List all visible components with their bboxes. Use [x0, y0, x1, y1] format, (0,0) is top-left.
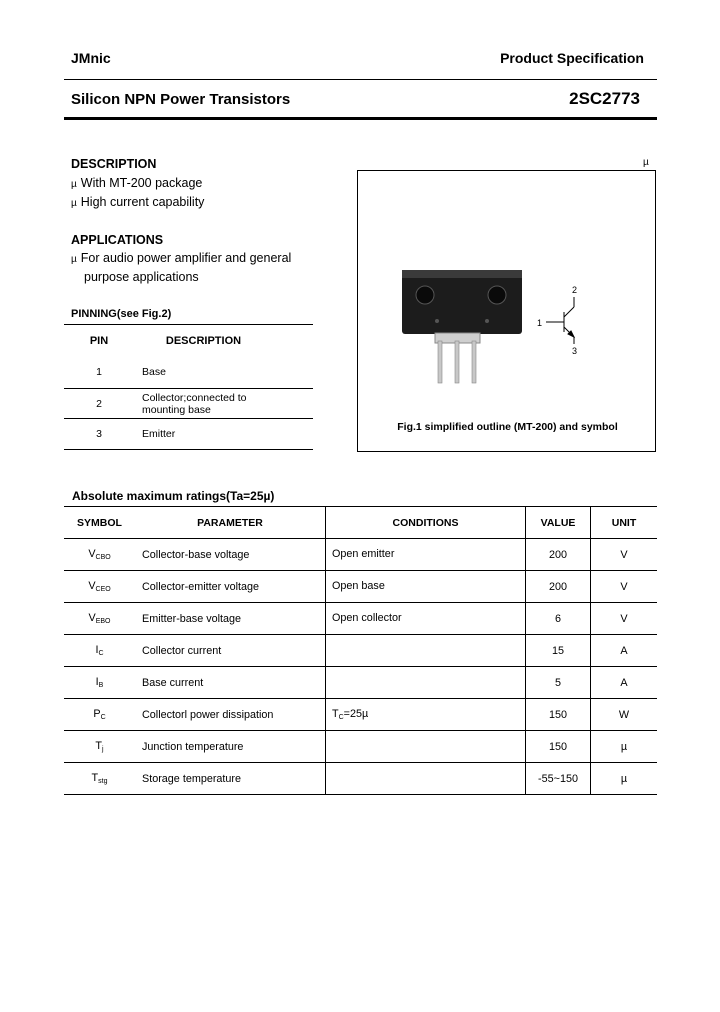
table-row: [64, 389, 313, 419]
description-column-header: DESCRIPTION: [165, 334, 242, 347]
symbol-subscript: CEO: [95, 586, 111, 593]
bullet-glyph: µ: [71, 198, 77, 209]
description-item: [71, 174, 202, 194]
table-row: [64, 603, 657, 635]
symbol-cell: [64, 699, 135, 731]
conditions-cell: [326, 571, 526, 603]
parameter-cell: Base current: [135, 667, 326, 699]
applications-heading: APPLICATIONS: [71, 233, 164, 247]
conditions-text: Open emitter: [332, 548, 395, 560]
parameter-column-header: PARAMETER: [135, 507, 326, 539]
applications-item-text: For audio power amplifier and general: [80, 251, 292, 265]
symbol-cell: [64, 571, 135, 603]
conditions-subscript: C: [338, 714, 344, 721]
symbol-subscript: CBO: [95, 554, 111, 561]
figure-caption: Fig.1 simplified outline (MT-200) and symbol: [397, 421, 618, 433]
pin-number: 3: [96, 428, 102, 440]
conditions-cell: [326, 603, 526, 635]
conditions-cell: [326, 699, 526, 731]
table-row: [64, 763, 657, 795]
unit-column-header: UNIT: [611, 516, 637, 529]
conditions-cell: [326, 731, 526, 763]
symbol-column-header: SYMBOL: [77, 516, 122, 529]
pin-column-header: PIN: [89, 334, 109, 347]
unit-cell: V: [620, 548, 628, 561]
pinning-heading: PINNING(see Fig.2): [71, 308, 172, 320]
value-cell: 200: [526, 539, 591, 571]
unit-cell: µ: [620, 740, 628, 753]
value-cell: 15: [526, 635, 591, 667]
value-cell: -55~150: [526, 763, 591, 795]
table-row: [64, 539, 657, 571]
title-divider: [64, 117, 657, 120]
pin-number: 1: [96, 366, 102, 379]
table-row: [64, 357, 313, 389]
symbol-pin-2: 2: [572, 285, 578, 295]
description-item-text: High current capability: [80, 195, 205, 209]
table-row: [64, 571, 657, 603]
document-type: Product Specification: [500, 50, 644, 66]
pinning-header-row: [64, 325, 313, 357]
pin-description-text: Collector;connected to: [142, 391, 247, 404]
table-row: [64, 699, 657, 731]
symbol-cell: [64, 731, 135, 763]
unit-cell: A: [620, 644, 628, 657]
parameter-cell: Emitter-base voltage: [135, 603, 326, 635]
unit-cell: W: [618, 708, 630, 721]
parameter-cell: Collector-emitter voltage: [135, 571, 326, 603]
symbol-subscript: stg: [98, 778, 108, 785]
value-cell: 150: [526, 699, 591, 731]
table-row: [64, 731, 657, 763]
value-cell: 5: [526, 667, 591, 699]
symbol-cell: [64, 603, 135, 635]
ratings-header-row: [64, 507, 657, 539]
pinning-table: [64, 324, 313, 450]
conditions-text-rest: =25µ: [343, 708, 369, 720]
conditions-text: T: [332, 708, 339, 720]
parameter-cell: Storage temperature: [135, 763, 326, 795]
bullet-glyph: µ: [71, 254, 77, 265]
pin-description-text-line2: mounting base: [142, 403, 211, 416]
description-heading: DESCRIPTION: [71, 157, 157, 171]
bullet-glyph: µ: [71, 179, 77, 190]
symbol-cell: [64, 539, 135, 571]
symbol-letter: T: [95, 740, 103, 752]
symbol-cell: [64, 667, 135, 699]
parameter-cell: Collector-base voltage: [135, 539, 326, 571]
value-cell: 150: [526, 731, 591, 763]
value-column-header: VALUE: [526, 507, 591, 539]
figure-box: [357, 170, 656, 452]
symbol-pin-1: 1: [537, 318, 543, 328]
pin-description-text: Base: [142, 366, 166, 379]
unit-cell: A: [620, 676, 628, 689]
pin-description: [134, 419, 313, 450]
symbol-letter: T: [91, 772, 99, 784]
parameter-cell: Junction temperature: [135, 731, 326, 763]
symbol-letter: V: [88, 548, 96, 560]
symbol-subscript: EBO: [95, 618, 111, 625]
symbol-letter: V: [88, 612, 96, 624]
conditions-cell: [326, 667, 526, 699]
unit-cell: µ: [620, 772, 628, 785]
value-cell: 6: [526, 603, 591, 635]
table-row: [64, 635, 657, 667]
conditions-text: Open collector: [332, 612, 402, 624]
symbol-subscript: j: [102, 746, 104, 753]
parameter-cell: Collectorl power dissipation: [135, 699, 326, 731]
ratings-body: [64, 539, 657, 795]
ratings-table: [64, 506, 657, 795]
symbol-subscript: B: [98, 682, 104, 689]
mt200-package-image: [402, 270, 522, 383]
transistor-figure: [358, 171, 657, 453]
npn-transistor-symbol: [546, 297, 574, 344]
symbol-letter: V: [88, 580, 96, 592]
symbol-letter: I: [95, 676, 99, 688]
corner-glyph: µ: [643, 157, 649, 168]
brand-name: JMnic: [71, 50, 111, 66]
part-number: 2SC2773: [569, 89, 640, 108]
symbol-letter: I: [95, 644, 99, 656]
applications-item-continued: purpose applications: [84, 270, 199, 284]
description-item-text: With MT-200 package: [80, 176, 203, 190]
conditions-cell: [326, 539, 526, 571]
symbol-cell: [64, 635, 135, 667]
conditions-cell: [326, 635, 526, 667]
unit-cell: V: [620, 612, 628, 625]
table-row: [64, 419, 313, 450]
table-row: [64, 667, 657, 699]
unit-cell: V: [620, 580, 628, 593]
symbol-letter: P: [93, 708, 101, 720]
conditions-column-header: CONDITIONS: [326, 507, 526, 539]
symbol-subscript: C: [98, 650, 104, 657]
conditions-text: Open base: [332, 580, 385, 592]
description-item: [71, 193, 204, 213]
header-divider: [64, 79, 657, 80]
pin-description: [134, 389, 313, 419]
pin-number: 2: [96, 397, 102, 410]
symbol-cell: [64, 763, 135, 795]
parameter-cell: Collector current: [135, 635, 326, 667]
value-cell: 200: [526, 571, 591, 603]
pin-description: [134, 357, 313, 389]
applications-item: [71, 249, 291, 269]
symbol-pin-3: 3: [572, 346, 578, 356]
symbol-subscript: C: [100, 714, 106, 721]
pin-description-text: Emitter: [142, 428, 176, 440]
product-title: Silicon NPN Power Transistors: [71, 91, 291, 108]
conditions-cell: [326, 763, 526, 795]
ratings-heading: Absolute maximum ratings(Ta=25µ): [72, 489, 275, 503]
